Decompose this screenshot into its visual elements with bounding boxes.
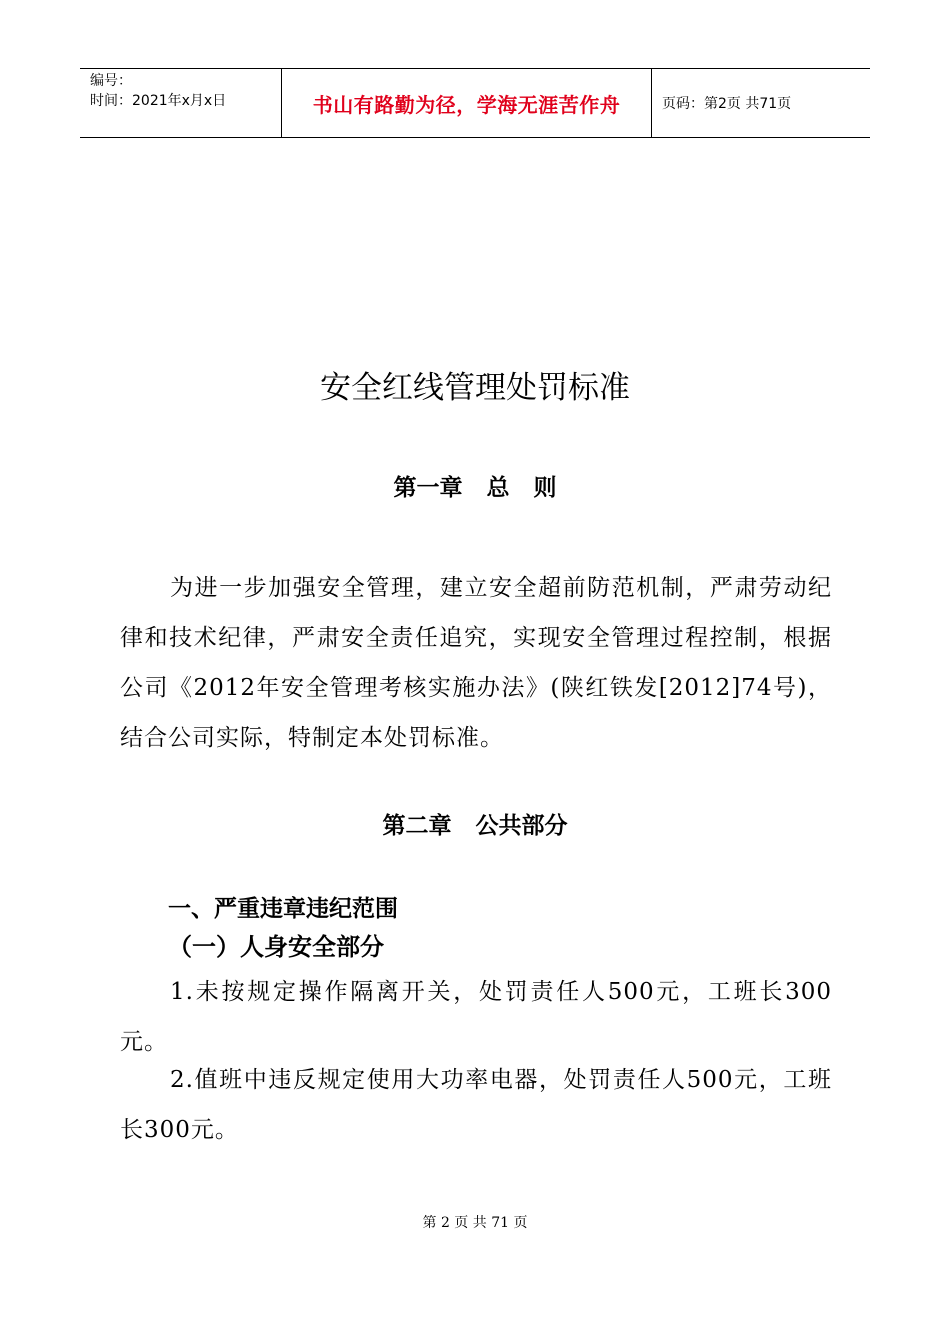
header-meta-cell <box>80 69 281 137</box>
header-page-label: 页码：第2页 共71页 <box>662 96 792 112</box>
rule-item-2: 2.值班中违反规定使用大功率电器，处罚责任人500元，工班长300元。 <box>120 1067 832 1143</box>
section-heading: 一、严重违章违纪范围 <box>168 895 398 922</box>
page-footer: 第 2 页 共 71 页 <box>422 1215 528 1231</box>
document-title: 安全红线管理处罚标准 <box>320 370 630 406</box>
rule-item-1: 1.未按规定操作隔离开关，处罚责任人500元，工班长300元。 <box>120 979 832 1055</box>
chapter-heading-public: 第二章 公共部分 <box>382 812 568 839</box>
document-number-label: 编号： <box>90 73 132 89</box>
chapter-heading-general: 第一章 总 则 <box>393 474 557 501</box>
header-motto: 书山有路勤为径，学海无涯苦作舟 <box>281 69 652 137</box>
subsection-heading: （一）人身安全部分 <box>168 932 384 961</box>
page-header <box>80 68 870 138</box>
document-date-label: 时间：2021年x月x日 <box>90 93 227 109</box>
intro-paragraph: 为进一步加强安全管理，建立安全超前防范机制，严肃劳动纪律和技术纪律，严肃安全责任追究，实现安全管理过程控制，根据公司《2012年安全管理考核实施办法》(陕红铁发[2012]74号)，结合公司实际，特制定本处罚标准。 <box>120 575 832 751</box>
